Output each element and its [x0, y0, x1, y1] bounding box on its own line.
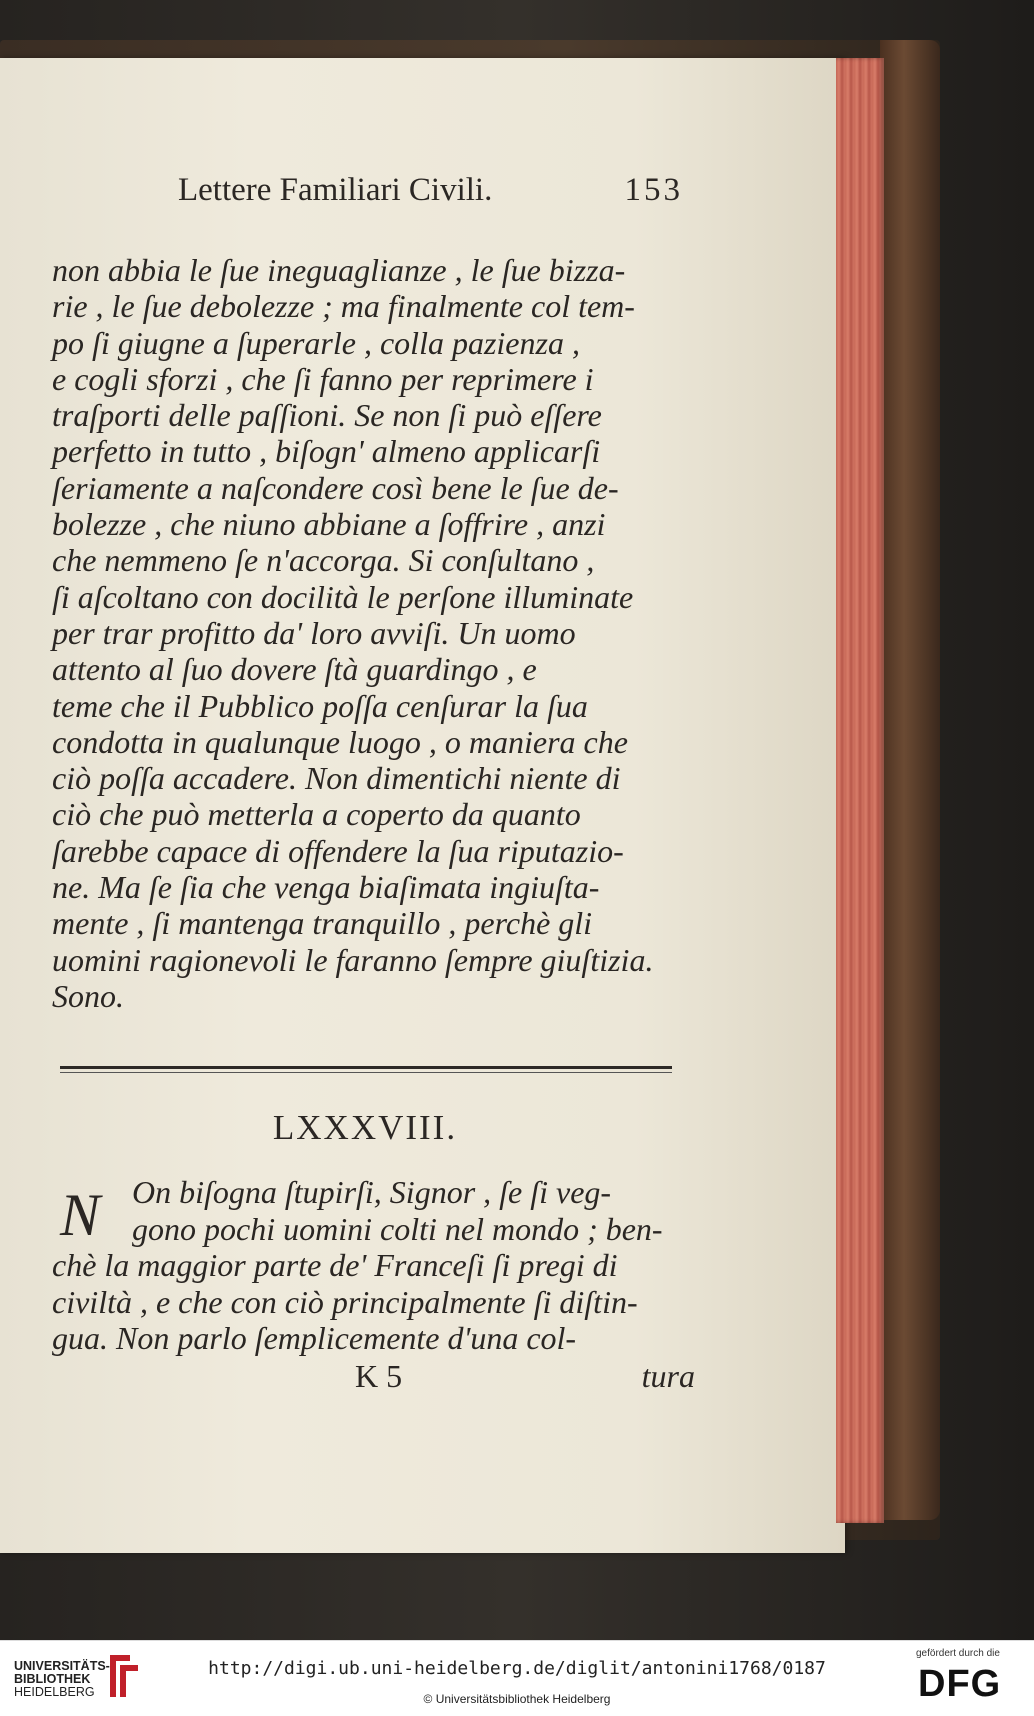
- text-line: gua. Non parlo ſemplicemente d'una col-: [52, 1320, 577, 1357]
- text-line: ciò che può metterla a coperto da quanto: [52, 796, 581, 833]
- text-line: traſporti delle paſſioni. Se non ſi può eſſere: [52, 397, 602, 434]
- text-line: uomini ragionevoli le faranno ſempre giuſtizia.: [52, 941, 654, 978]
- text-line: bolezze , che niuno abbiane a ſoffrire , anzi: [52, 506, 606, 543]
- book-spine-edge: [880, 40, 940, 1520]
- copyright-notice: © Universitätsbibliothek Heidelberg: [423, 1692, 611, 1706]
- text-line: chè la maggior parte de' Franceſi ſi pregi di: [52, 1247, 618, 1284]
- library-name-line3: HEIDELBERG: [14, 1685, 95, 1699]
- text-line: condotta in qualunque luogo , o maniera che: [52, 723, 628, 760]
- running-title: Lettere Familiari Civili.: [178, 172, 493, 208]
- catchword: tura: [641, 1358, 695, 1394]
- text-line: Sono.: [52, 977, 124, 1014]
- letter-number: LXXXVIII.: [272, 1108, 458, 1147]
- text-line: per trar profitto da' loro avviſi. Un uomo: [52, 614, 576, 651]
- text-line: gono pochi uomini colti nel mondo ; ben-: [132, 1210, 663, 1247]
- text-line: ſeriamente a naſcondere così bene le ſue de-: [52, 469, 619, 506]
- text-line: rie , le ſue debolezze ; ma finalmente col tem-: [52, 288, 635, 325]
- body-text: [52, 252, 684, 1014]
- dfg-logo: DFG: [918, 1663, 1002, 1705]
- permalink-url[interactable]: http://digi.ub.uni-heidelberg.de/diglit/antonini1768/0187: [208, 1658, 826, 1679]
- red-page-edges: [836, 58, 884, 1523]
- text-line: On biſogna ſtupirſi, Signor , ſe ſi veg-: [132, 1174, 612, 1210]
- section-rule-thin: [60, 1072, 672, 1073]
- text-line: teme che il Pubblico poſſa cenſurar la ſua: [52, 687, 588, 724]
- text-line: ſarebbe capace di offendere la ſua riputazio-: [52, 832, 624, 869]
- text-line: po ſi giugne a ſuperarle , colla pazienza ,: [52, 324, 580, 361]
- text-line: perfetto in tutto , biſogn' almeno applicarſi: [52, 433, 601, 470]
- library-name-line1: UNIVERSITÄTS-: [14, 1659, 110, 1673]
- text-line: ne. Ma ſe ſia che venga biaſimata ingiuſta-: [52, 869, 600, 906]
- text-line: non abbia le ſue ineguaglianze , le ſue bizza-: [52, 252, 626, 288]
- text-line: ciò poſſa accadere. Non dimentichi niente di: [52, 760, 621, 797]
- text-line: attento al ſuo dovere ſtà guardingo , e: [52, 651, 537, 688]
- text-line: che nemmeno ſe n'accorga. Si conſultano ,: [52, 542, 595, 579]
- letter-text: [52, 1174, 697, 1357]
- text-line: e cogli sforzi , che ſi fanno per reprimere i: [52, 360, 594, 397]
- text-line: mente , ſi mantenga tranquillo , perchè gli: [52, 905, 593, 942]
- signature-mark: K 5: [355, 1358, 403, 1394]
- drop-cap: N: [60, 1182, 101, 1248]
- running-head: [178, 172, 683, 209]
- section-rule: [60, 1066, 672, 1069]
- text-line: civiltà , e che con ciò principalmente ſi diſtin-: [52, 1283, 638, 1320]
- text-line: ſi aſcoltano con docilità le perſone illuminate: [52, 578, 634, 615]
- funded-by-label: gefördert durch die: [916, 1648, 1000, 1659]
- library-name-line2: BIBLIOTHEK: [14, 1672, 91, 1686]
- page-number: 153: [624, 172, 683, 208]
